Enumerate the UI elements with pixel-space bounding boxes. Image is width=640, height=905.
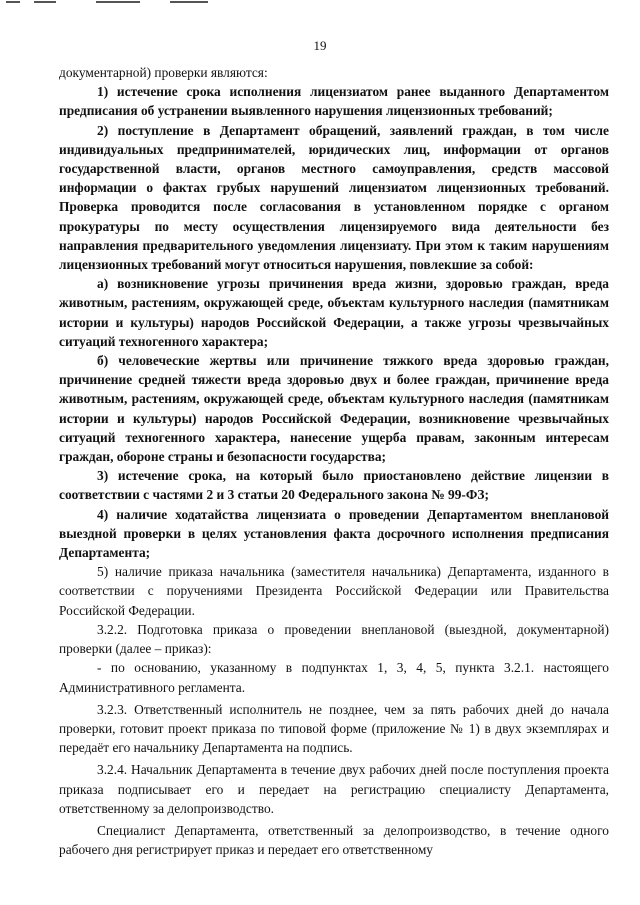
page-number: 19	[313, 38, 327, 53]
paragraph-item-2: 2) поступление в Департамент обращений, заявлений граждан, в том числе индивидуальных предпринимателей, юридических лиц, информации от органов государственной власти, органов местного самоуправления, средств массовой информации о фактах грубых нарушений лицензиатом лицензионных требований. Проверка проводится после согласования в установленном порядке с органом прокуратуры по месту осуществления лицензируемого вида деятельности без направления предварительного уведомления лицензиату. При этом к таким нарушениям лицензионных требований могут относиться нарушения, повлекшие за собой:	[59, 122, 609, 273]
paragraph-item-1: 1) истечение срока исполнения лицензиатом ранее выданного Департаментом предписания об устранении выявленного нарушения лицензионных требований;	[59, 84, 609, 119]
paragraph-3-2-2-basis: - по основанию, указанному в подпунктах 1, 3, 4, 5, пункта 3.2.1. настоящего Административного регламента.	[59, 660, 609, 695]
paragraph-item-3: 3) истечение срока, на который было приостановлено действие лицензии в соответствии с частями 2 и 3 статьи 20 Федерального закона № 99-ФЗ;	[59, 468, 609, 503]
paragraph-intro: документарной) проверки являются:	[59, 65, 268, 80]
paragraph-3-2-2: 3.2.2. Подготовка приказа о проведении внеплановой (выездной, документарной) проверки (далее – приказ):	[59, 621, 609, 657]
paragraph-specialist: Специалист Департамента, ответственный за делопроизводство, в течение одного рабочего дня регистрирует приказ и передает его ответственному	[59, 822, 609, 858]
paragraph-3-2-3: 3.2.3. Ответственный исполнитель не позднее, чем за пять рабочих дней до начала проверки, готовит проект приказа по типовой форме (приложение № 1) в двух экземплярах и передаёт его начальнику Департамента на подпись.	[59, 701, 609, 756]
paragraph-item-5: 5) наличие приказа начальника (заместителя начальника) Департамента, изданного в соответствии с поручениями Президента Российской Федерации или Правительства Российской Федерации.	[59, 564, 609, 618]
document-body	[59, 63, 609, 859]
paragraph-3-2-4: 3.2.4. Начальник Департамента в течение двух рабочих дней после поступления проекта приказа подписывает его и передает на регистрацию специалисту Департамента, ответственному за делопроизводство.	[59, 762, 609, 816]
paragraph-subitem-a: а) возникновение угрозы причинения вреда жизни, здоровью граждан, вреда животным, растениям, окружающей среде, объектам культурного наследия (памятникам истории и культуры) народов Российской Федерации, а также угрозы чрезвычайных ситуаций техногенного характера;	[59, 276, 609, 349]
scan-top-marks	[0, 0, 640, 6]
paragraph-subitem-b: б) человеческие жертвы или причинение тяжкого вреда здоровью граждан, причинение средней тяжести вреда здоровью двух и более граждан, причинение вреда животным, растениям, окружающей среде, объектам культурного наследия (памятникам истории и культуры) народов Российской Федерации, возникновение чрезвычайных ситуаций техногенного характера, нанесение ущерба правам, законным интересам граждан, обороне страны и безопасности государства;	[59, 353, 609, 465]
paragraph-item-4: 4) наличие ходатайства лицензиата о проведении Департаментом внеплановой выездной проверки в целях установления факта досрочного исполнения предписания Департамента;	[59, 506, 609, 561]
